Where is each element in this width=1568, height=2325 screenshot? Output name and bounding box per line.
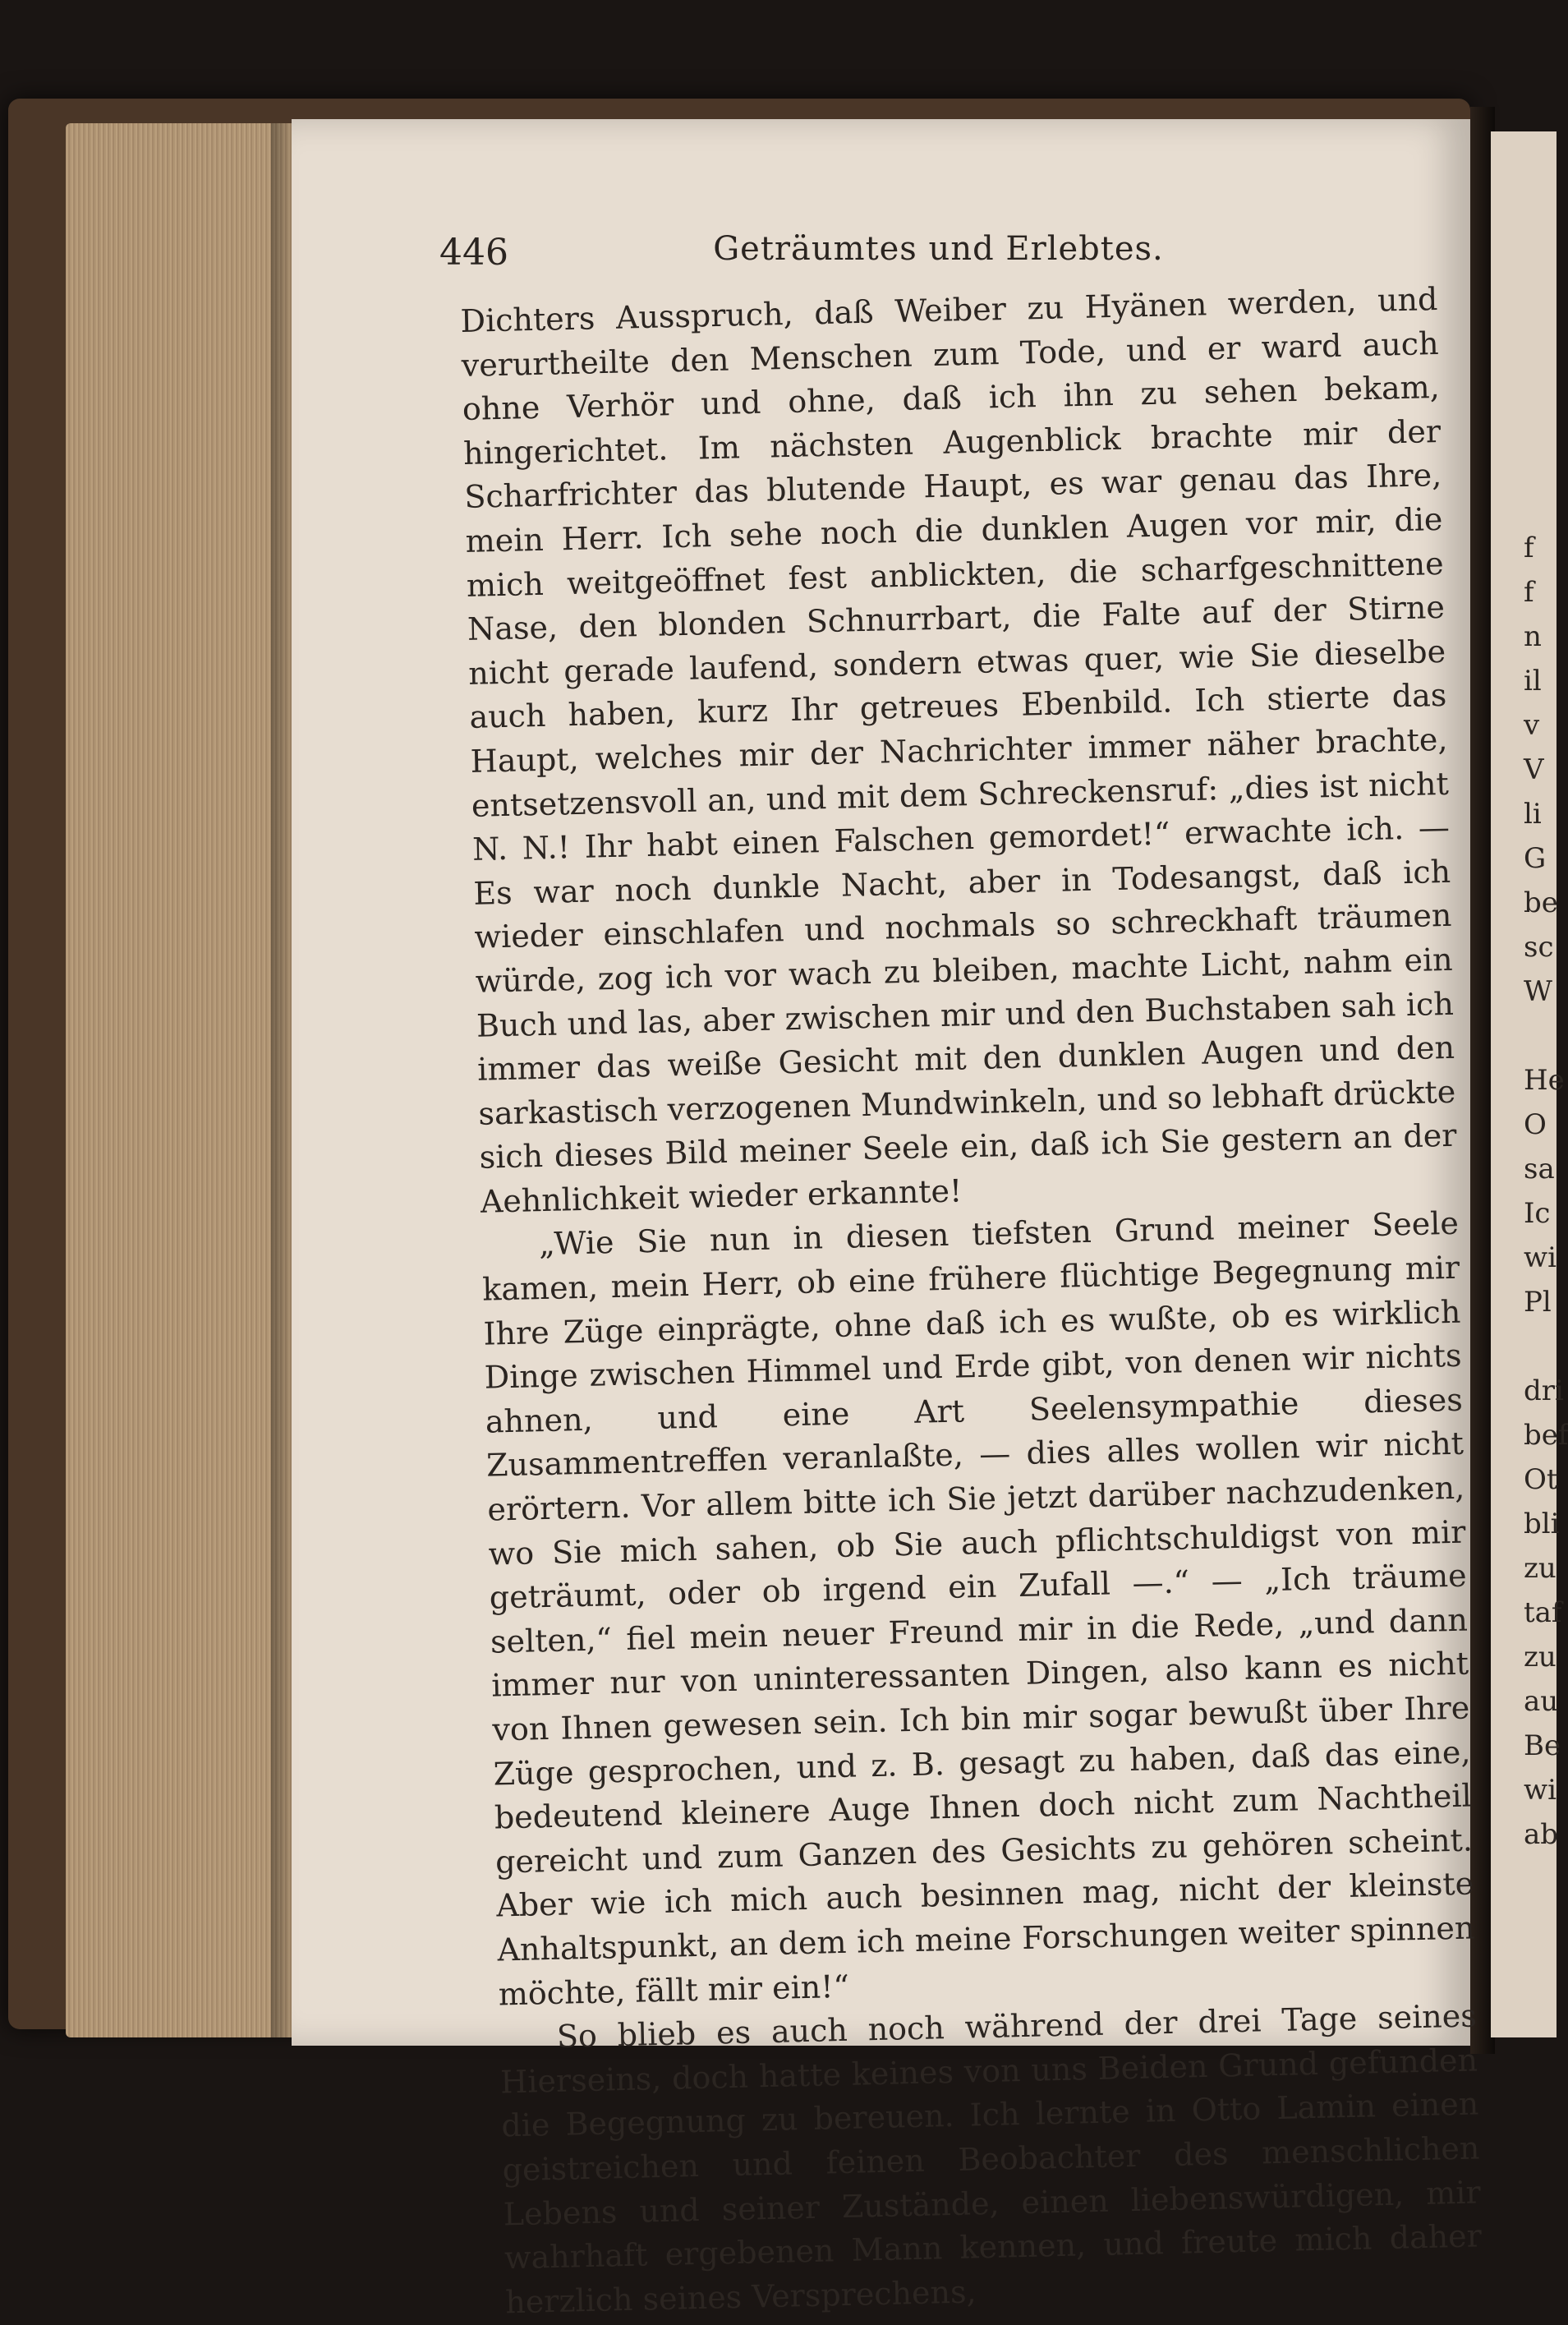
- facing-line-fragment: bef: [1524, 1419, 1568, 1452]
- facing-line-fragment: [1524, 1014, 1557, 1058]
- facing-line-fragment: li: [1524, 798, 1542, 831]
- facing-line-fragment: il: [1524, 665, 1542, 698]
- page-edges: [66, 123, 296, 2037]
- facing-line-fragment: Ot: [1524, 1463, 1558, 1496]
- facing-line-fragment: sc: [1524, 931, 1554, 964]
- facing-line-fragment: ab: [1524, 1818, 1559, 1851]
- facing-line-fragment: taf: [1524, 1596, 1562, 1629]
- facing-page-text: [1524, 526, 1568, 1857]
- facing-line-fragment: Ic: [1524, 1197, 1551, 1230]
- page-header: [439, 222, 1437, 274]
- facing-line-fragment: G: [1524, 842, 1547, 875]
- facing-line-fragment: dri: [1524, 1374, 1564, 1407]
- facing-line-fragment: sa: [1524, 1153, 1555, 1186]
- facing-line-fragment: O: [1524, 1108, 1547, 1141]
- facing-line-fragment: [1524, 1324, 1557, 1369]
- facing-line-fragment: Be: [1524, 1729, 1561, 1762]
- facing-line-fragment: He: [1524, 1064, 1565, 1097]
- facing-line-fragment: bli: [1524, 1508, 1560, 1540]
- paragraph: Dichters Ausspruch, daß Weiber zu Hyänen werden, und verurtheilte den Menschen zum Tode, und er ward auch ohne Verhör und ohne, daß ich ihn zu sehen bekam, hingerichtet. Im nächsten Augenblick brachte mir der Scharfrichter das blutende Haupt, es war genau das Ihre, mein Herr. Ich sehe noch die dunklen Augen vor mir, die mich weitgeöffnet fest anblickten, die scharfgeschnittene Nase, den blonden Schnurrbart, die Falte auf der Stirne nicht gerade laufend, sondern etwas quer, wie Sie dieselbe auch haben, kurz Ihr getreues Ebenbild. Ich stierte das Haupt, welches mir der Nachrichter immer näher brachte, entsetzensvoll an, und mit dem Schreckensruf: „dies ist nicht N. N.! Ihr habt einen Falschen gemordet!“ erwachte ich. — Es war noch dunkle Nacht, aber in Todesangst, daß ich wieder einschlafen und nochmals so schreckhaft träumen würde, zog ich vor wach zu bleiben, machte Licht, nahm ein Buch und las, aber zwischen mir und den Buchstaben sah ich immer das weiße Gesicht mit den dunklen Augen und den sarkastisch verzogenen Mundwinkeln, und so lebhaft drückte sich dieses Bild meiner Seele ein, daß ich Sie gestern an der Aehnlichkeit wieder erkannte!: [460, 281, 1457, 1220]
- facing-line-fragment: v: [1524, 709, 1540, 742]
- paragraph: So blieb es auch noch während der drei Tage seines Hierseins, doch hatte keines von uns Beiden Grund gefunden die Begegnung zu bereuen. Ich lernte in Otto Lamin einen geistreichen und feinen Beobachter des menschlichen Lebens und seiner Zustände, einen liebenswürdigen, mir wahrhaft ergebenen Mann kennen, und freute mich daher herzlich seines Versprechens,: [499, 1997, 1483, 2321]
- running-title: Geträumtes und Erlebtes.: [713, 230, 1164, 268]
- facing-line-fragment: Pl: [1524, 1286, 1552, 1319]
- facing-line-fragment: be: [1524, 886, 1558, 919]
- facing-line-fragment: zu: [1524, 1641, 1557, 1674]
- facing-line-fragment: wi: [1524, 1774, 1557, 1807]
- facing-line-fragment: wi: [1524, 1241, 1557, 1274]
- facing-line-fragment: f: [1524, 576, 1534, 609]
- paragraph: „Wie Sie nun in diesen tiefsten Grund meiner Seele kamen, mein Herr, ob eine frühere flüchtige Begegnung mir Ihre Züge einprägte, ohne daß ich es wußte, ob es wirklich Dinge zwischen Himmel und Erde gibt, von denen wir nichts ahnen, und eine Art Seelensympathie dieses Zusammentreffen veranlaßte, — dies alles wollen wir nicht erörtern. Vor allem bitte ich Sie jetzt darüber nachzudenken, wo Sie mich sahen, ob Sie auch pflichtschuldigst von mir geträumt, oder ob irgend ein Zufall —.“ — „Ich träume selten,“ fiel mein neuer Freund mir in die Rede, „und dann immer nur von uninteressanten Dingen, also kann es nicht von Ihnen gewesen sein. Ich bin mir sogar bewußt über Ihre Züge gesprochen, und z. B. gesagt zu haben, daß das eine, bedeutend kleinere Auge Ihnen doch nicht zum Nachtheil gereicht und zum Ganzen des Gesichts zu gehören scheint. Aber wie ich mich auch besinnen mag, nicht der kleinste Anhaltspunkt, an dem ich meine Forschungen weiter spinnen möchte, fällt mir ein!“: [481, 1205, 1475, 2013]
- facing-line-fragment: au: [1524, 1685, 1559, 1718]
- facing-line-fragment: zu: [1524, 1552, 1557, 1585]
- facing-line-fragment: V: [1524, 753, 1544, 786]
- facing-line-fragment: f: [1524, 532, 1534, 564]
- page-number: 446: [439, 232, 508, 274]
- body-text: [460, 278, 1483, 2325]
- facing-line-fragment: W: [1524, 975, 1552, 1008]
- facing-line-fragment: n: [1524, 620, 1542, 653]
